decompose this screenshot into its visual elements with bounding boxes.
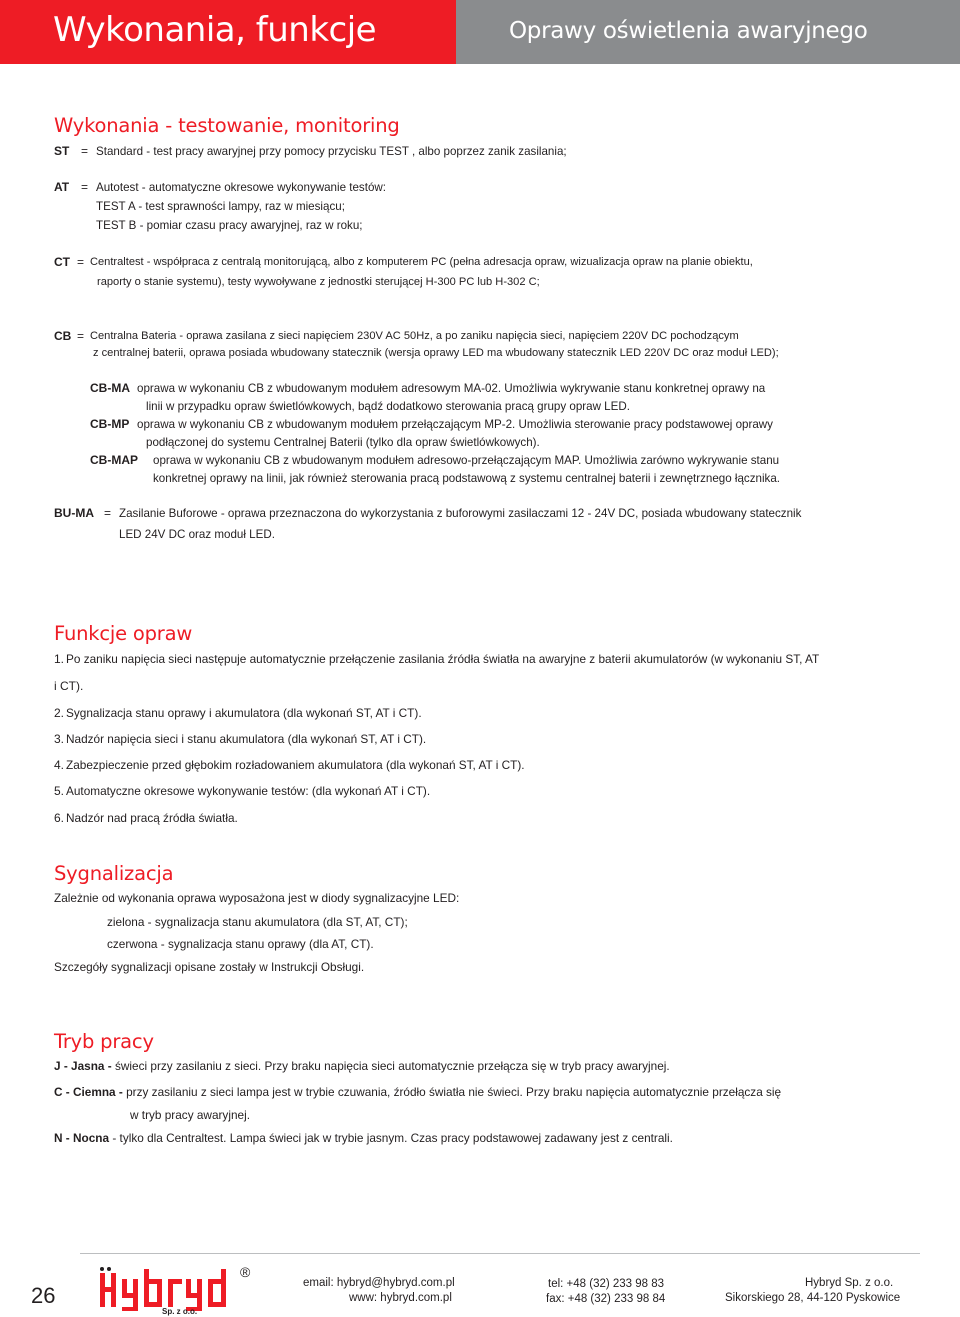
- code-cb-map: CB-MAP: [90, 453, 138, 467]
- hybryd-logo: [98, 1265, 258, 1317]
- signaling-intro: Zależnie od wykonania oprawa wyposażona jest w diody sygnalizacyjne LED:: [54, 891, 460, 905]
- logo-text: [258, 1265, 259, 1266]
- code-cb-mp: CB-MP: [90, 417, 130, 431]
- eq-st: =: [81, 144, 89, 158]
- text-cb-ma-1: oprawa w wykonaniu CB z wbudowanym modułem adresowym MA-02. Umożliwia wykrywanie stanu konkretnej oprawy na: [137, 382, 766, 395]
- mode-j-text: świeci przy zasilaniu z sieci. Przy braku napięcia sieci automatycznie przełącza się w tryb pracy awaryjnej.: [111, 1059, 670, 1073]
- footer-fax: fax: +48 (32) 233 98 84: [546, 1293, 666, 1305]
- function-text-6: Nadzór nad pracą źródła światła.: [66, 811, 238, 825]
- footer-www: www: hybryd.com.pl: [349, 1292, 452, 1304]
- eq-ct: =: [77, 255, 85, 269]
- text-cb-ma-2: linii w przypadku opraw świetlówkowych, bądź dodatkowo sterowania pracą grupy opraw LED.: [146, 400, 630, 413]
- text-cb-map-2: konkretnej oprawy na linii, jak również sterowania pracą podstawową z systemu centralnej baterii i zewnętrznego łącznika.: [153, 472, 781, 485]
- function-text-5: Automatyczne okresowe wykonywanie testów: (dla wykonań AT i CT).: [66, 784, 431, 798]
- function-num-3: 3.: [54, 732, 65, 746]
- mode-c-label: C - Ciemna -: [54, 1085, 123, 1099]
- mode-c: [54, 1085, 781, 1100]
- signaling-note: Szczegóły sygnalizacji opisane zostały w Instrukcji Obsługi.: [54, 960, 365, 974]
- text-ct-1: Centraltest - współpraca z centralą monitorującą, albo z komputerem PC (pełna adresacja opraw, wizualizacja opraw na planie obiektu,: [90, 256, 753, 268]
- text-cb-mp-1: oprawa w wykonaniu CB z wbudowanym modułem przełączającym MP-2. Umożliwia sterowanie pracy podstawowej oprawy: [137, 418, 773, 431]
- text-at-1: Autotest - automatyczne okresowe wykonywanie testów:: [96, 181, 386, 194]
- text-cb-map-1: oprawa w wykonaniu CB z wbudowanym modułem adresowo-przełączającym MAP. Umożliwia zarówno wykrywanie stanu: [153, 454, 780, 467]
- footer-email: email: hybryd@hybryd.com.pl: [303, 1277, 455, 1289]
- mode-n-text: - tylko dla Centraltest. Lampa świeci jak w trybie jasnym. Czas pracy podstawowej zadawany jest z centrali.: [109, 1131, 673, 1145]
- section-heading-signaling: Sygnalizacja: [54, 862, 174, 885]
- mode-c-text: przy zasilaniu z sieci lampa jest w trybie czuwania, źródło światła nie świeci. Przy braku napięcia automatycznie przełącza się: [122, 1085, 782, 1099]
- function-text-1: Po zaniku napięcia sieci następuje automatycznie przełączenie zasilania źródła światła na awaryjne z baterii akumulatorów (w wykonaniu ST, AT: [66, 652, 820, 666]
- text-at-2: TEST A - test sprawności lampy, raz w miesiącu;: [96, 200, 345, 213]
- text-cb-mp-2: podłączonej do systemu Centralnej Baterii (tylko dla opraw świetlówkowych).: [146, 436, 540, 449]
- function-num-2: 2.: [54, 706, 65, 720]
- page-number: 26: [31, 1283, 56, 1308]
- section-heading-functions: Funkcje opraw: [54, 622, 193, 645]
- function-num-6: 6.: [54, 811, 65, 825]
- section-heading-versions: Wykonania - testowanie, monitoring: [54, 114, 400, 137]
- footer-tel: tel: +48 (32) 233 98 83: [548, 1278, 665, 1290]
- footer-company: Hybryd Sp. z o.o.: [805, 1277, 894, 1289]
- code-ct: CT: [54, 255, 70, 269]
- text-cb-2: z centralnej baterii, oprawa posiada wbudowany statecznik (wersja oprawy LED ma wbudowany statecznik LED 220V DC oraz moduł LED);: [93, 347, 779, 359]
- mode-j: [54, 1059, 670, 1074]
- function-text-3: Nadzór napięcia sieci i stanu akumulatora (dla wykonań ST, AT i CT).: [66, 732, 427, 746]
- text-ct-2: raporty o stanie systemu), testy wywoływane z jednostki sterującej H-300 PC lub H-302 C;: [97, 276, 540, 288]
- eq-bu-ma: =: [104, 506, 112, 520]
- code-st: ST: [54, 144, 70, 158]
- mode-c-cont: w tryb pracy awaryjnej.: [130, 1108, 250, 1122]
- header-subtitle: Oprawy oświetlenia awaryjnego: [509, 18, 868, 44]
- code-at: AT: [54, 180, 70, 194]
- section-heading-modes: Tryb pracy: [54, 1030, 154, 1053]
- eq-at: =: [81, 180, 89, 194]
- signaling-green: zielona - sygnalizacja stanu akumulatora (dla ST, AT, CT);: [107, 915, 408, 929]
- footer-divider: [80, 1253, 920, 1254]
- footer-address: Sikorskiego 28, 44-120 Pyskowice: [725, 1292, 901, 1304]
- signaling-red: czerwona - sygnalizacja stanu oprawy (dla AT, CT).: [107, 937, 374, 951]
- mode-n-label: N - Nocna: [54, 1131, 110, 1145]
- function-num-5: 5.: [54, 784, 65, 798]
- text-st: Standard - test pracy awaryjnej przy pomocy przycisku TEST , albo poprzez zanik zasilania;: [96, 145, 567, 158]
- function-text-1-cont: i CT).: [54, 679, 84, 693]
- code-cb-ma: CB-MA: [90, 381, 130, 395]
- text-bu-ma-1: Zasilanie Buforowe - oprawa przeznaczona do wykorzystania z buforowymi zasilaczami 12 - 24V DC, posiada wbudowany statecznik: [119, 507, 802, 520]
- text-bu-ma-2: LED 24V DC oraz moduł LED.: [119, 528, 275, 541]
- code-cb: CB: [54, 329, 72, 343]
- page-header: [0, 0, 960, 64]
- function-text-2: Sygnalizacja stanu oprawy i akumulatora (dla wykonań ST, AT i CT).: [66, 706, 422, 720]
- logo-sub: Sp. z o.o.: [162, 1307, 198, 1316]
- function-num-1: 1.: [54, 652, 65, 666]
- function-num-4: 4.: [54, 758, 65, 772]
- header-subtitle-block: [456, 0, 960, 64]
- mode-n: [54, 1131, 673, 1146]
- eq-cb: =: [77, 329, 85, 343]
- text-cb-1: Centralna Bateria - oprawa zasilana z sieci napięciem 230V AC 50Hz, a po zaniku napięcia sieci, napięciem 220V DC pochodzącym: [90, 330, 739, 342]
- function-text-4: Zabezpieczenie przed głębokim rozładowaniem akumulatora (dla wykonań ST, AT i CT).: [66, 758, 525, 772]
- code-bu-ma: BU-MA: [54, 506, 94, 520]
- header-title-block: [0, 0, 456, 64]
- text-at-3: TEST B - pomiar czasu pracy awaryjnej, raz w roku;: [96, 219, 363, 232]
- mode-j-label: J - Jasna -: [54, 1059, 112, 1073]
- header-title: Wykonania, funkcje: [53, 10, 377, 50]
- logo-registered: ®: [240, 1264, 251, 1280]
